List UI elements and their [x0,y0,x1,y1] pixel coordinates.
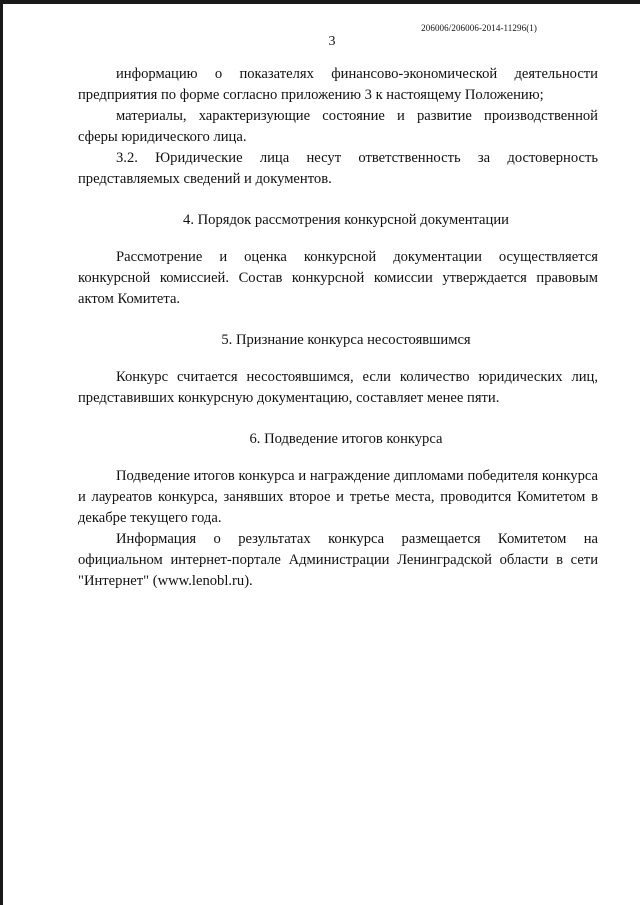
section6-paragraph-2: Информация о результатах конкурса размещается Комитетом на официальном интернет-портале Администрации Ленинградской области в сети "Интернет" (www.lenobl.ru). [78,531,598,589]
section4-paragraph-1: Рассмотрение и оценка конкурсной документации осуществляется конкурсной комиссией. Состав конкурсной комиссии утверждается правовым актом Комитета. [78,249,598,307]
scan-border-left [0,0,3,905]
page-number: 3 [328,34,336,49]
section4-title: 4. Порядок рассмотрения конкурсной документации [183,212,509,228]
section5-title: 5. Признание конкурса несостоявшимся [221,332,471,348]
section3-paragraph-1: информацию о показателях финансово-экономической деятельности предприятия по форме согласно приложению 3 к настоящему Положению; [78,66,598,103]
document-id: 206006/206006-2014-11296(1) [421,23,537,33]
document-body [78,64,598,592]
section6-paragraph-1: Подведение итогов конкурса и награждение дипломами победителя конкурса и лауреатов конкурса, занявших второе и третье места, проводится Комитетом в декабре текущего года. [78,468,598,526]
scan-border-top [0,0,640,4]
section3-paragraph-2: материалы, характеризующие состояние и развитие производственной сферы юридического лица. [78,108,598,145]
section6-title: 6. Подведение итогов конкурса [249,431,443,447]
section5-paragraph-1: Конкурс считается несостоявшимся, если количество юридических лиц, представивших конкурсную документацию, составляет менее пяти. [78,369,598,406]
section3-paragraph-3: 3.2. Юридические лица несут ответственность за достоверность представляемых сведений и документов. [78,150,598,187]
